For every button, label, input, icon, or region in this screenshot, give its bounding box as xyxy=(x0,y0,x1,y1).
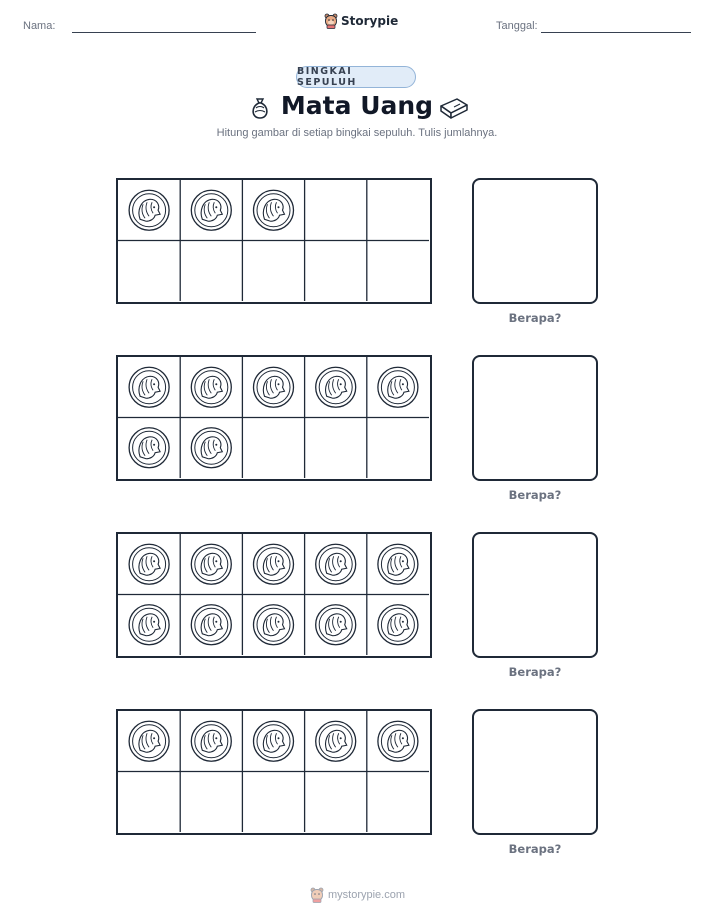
lion-coin-icon xyxy=(316,721,356,761)
lion-coin-icon xyxy=(129,190,169,230)
lion-coin-icon xyxy=(316,367,356,407)
ten-frame xyxy=(116,355,432,481)
ten-frame-grid xyxy=(118,180,429,301)
bear-mascot-icon xyxy=(310,887,324,903)
worksheet-badge: BINGKAI SEPULUH xyxy=(296,66,416,88)
lion-coin-icon xyxy=(191,428,231,468)
instructions: Hitung gambar di setiap bingkai sepuluh. Tulis jumlahnya. xyxy=(216,127,498,139)
lion-coin-icon xyxy=(378,721,418,761)
ten-frame xyxy=(116,178,432,304)
lion-coin-icon xyxy=(254,544,294,584)
lion-coin-icon xyxy=(129,367,169,407)
answer-box[interactable] xyxy=(472,178,598,304)
lion-coin-icon xyxy=(129,605,169,645)
answer-prompt: Berapa? xyxy=(508,488,562,502)
footer xyxy=(310,887,405,903)
name-label: Nama: xyxy=(23,20,56,32)
lion-coin-icon xyxy=(191,367,231,407)
ten-frame-grid xyxy=(118,534,429,655)
lion-coin-icon xyxy=(191,190,231,230)
ten-frame-grid xyxy=(118,357,429,478)
lion-coin-icon xyxy=(254,367,294,407)
lion-coin-icon xyxy=(378,544,418,584)
answer-box[interactable] xyxy=(472,532,598,658)
lion-coin-icon xyxy=(316,544,356,584)
lion-coin-icon xyxy=(254,190,294,230)
lion-coin-icon xyxy=(191,544,231,584)
lion-coin-icon xyxy=(254,721,294,761)
lion-coin-icon xyxy=(191,605,231,645)
brand-logo xyxy=(324,13,398,29)
lion-coin-icon xyxy=(129,428,169,468)
lion-coin-icon xyxy=(254,605,294,645)
lion-coin-icon xyxy=(378,367,418,407)
date-label: Tanggal: xyxy=(496,20,538,32)
answer-box[interactable] xyxy=(472,355,598,481)
ten-frame xyxy=(116,709,432,835)
lion-coin-icon xyxy=(191,721,231,761)
wrapped-bill-icon xyxy=(438,95,470,121)
brand-name: Storypie xyxy=(341,14,399,28)
ten-frame xyxy=(116,532,432,658)
page-title: Mata Uang xyxy=(280,91,434,120)
answer-prompt: Berapa? xyxy=(508,665,562,679)
lion-coin-icon xyxy=(129,721,169,761)
footer-url: mystorypie.com xyxy=(328,889,406,901)
bear-mascot-icon xyxy=(324,13,338,29)
ten-frame-grid xyxy=(118,711,429,832)
answer-prompt: Berapa? xyxy=(508,842,562,856)
lion-coin-icon xyxy=(378,605,418,645)
lion-coin-icon xyxy=(129,544,169,584)
date-line[interactable] xyxy=(541,32,691,33)
answer-box[interactable] xyxy=(472,709,598,835)
lion-coin-icon xyxy=(316,605,356,645)
name-line[interactable] xyxy=(72,32,256,33)
answer-prompt: Berapa? xyxy=(508,311,562,325)
